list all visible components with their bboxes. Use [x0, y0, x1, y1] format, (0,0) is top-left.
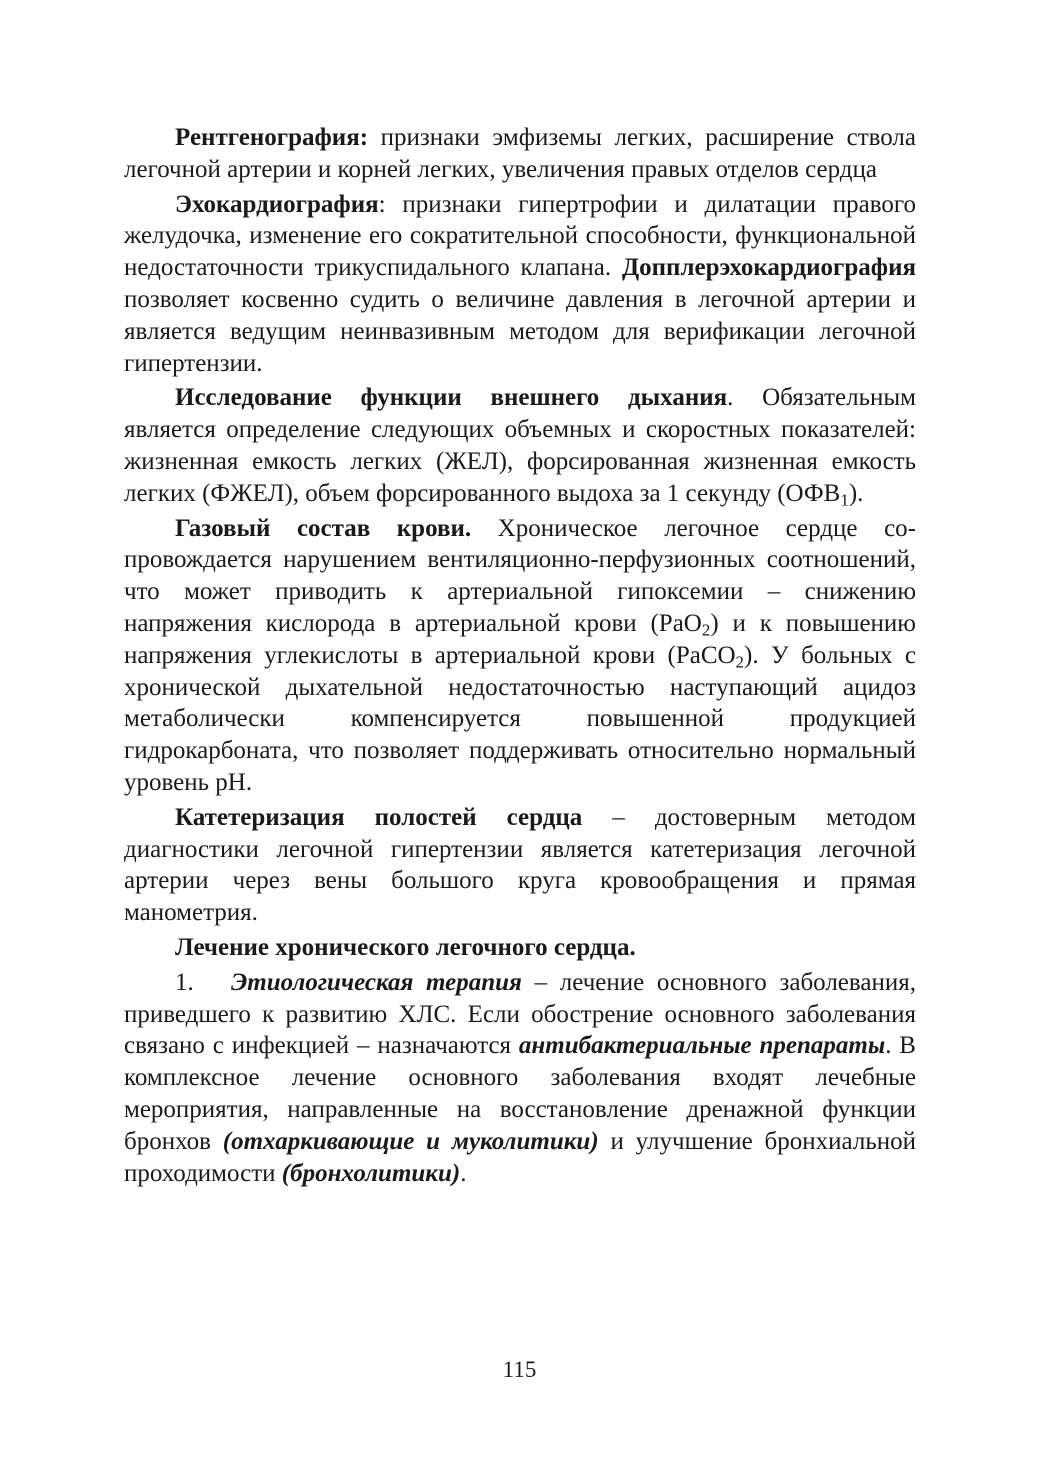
paragraph-etiology: [124, 967, 916, 1190]
subscript-pao2: 2: [701, 620, 711, 640]
text-etiology-3: и улучшение бронхиальной проходимости: [124, 1127, 916, 1187]
subscript-fev: 1: [840, 490, 849, 510]
paragraph-respiration: [124, 382, 916, 509]
paragraph-echo: [124, 189, 916, 380]
term-respiration: Исследование функции внешнего дыхания: [175, 384, 728, 412]
term-xray: Рентгенография:: [175, 124, 369, 151]
text-blood-gas-1: Хроническое легочное сердце сопровождается нарушением вентиляционно-перфузионных соотношений, что может приводить к артериальной гипоксемии – снижению напряжения кислорода в артериальной крови (PaO: [124, 514, 916, 637]
paragraph-catheter: [124, 802, 916, 929]
treatment-heading-text: Лечение хронического легочного сердца.: [175, 933, 636, 961]
text-blood-gas-3: ). У больных с хронической дыхательной недостаточностью наступающий ацидоз метаболически компенсируется повышенной продукцией гидрокарбоната, что позволяет поддерживать относительно нормальный уровень рН.: [124, 641, 916, 796]
treatment-heading: [124, 932, 916, 964]
text-doppler: позволяет косвенно судить о величине давления в легочной артерии и является ведущим неинвазивным методом для верификации легочной гипертензии.: [124, 285, 916, 377]
emphasis-expectorants: (отхаркивающие и муколитики): [222, 1127, 599, 1155]
text-catheter: – достоверным методом диагностики легочной гипертензии является катетеризация легочной артерии через вены большого круга кровообращения и прямая манометрия.: [124, 803, 916, 927]
text-respiration-end: ).: [848, 479, 864, 507]
term-echo: Эхокардиография: [175, 190, 379, 218]
text-etiology-4: .: [460, 1159, 467, 1187]
paragraph-blood-gas: [124, 513, 916, 799]
list-number: 1.: [175, 968, 194, 996]
term-blood-gas: Газовый состав крови.: [175, 514, 472, 542]
paragraph-xray: [124, 122, 916, 186]
emphasis-antibacterial: антибактериальные препараты: [518, 1032, 886, 1060]
subscript-paco2: 2: [735, 652, 745, 671]
page-number: 115: [502, 1357, 537, 1382]
term-doppler: Допплерэхокардиография: [621, 254, 916, 282]
term-etiology: Этиологическая терапия: [231, 968, 522, 996]
text-blood-gas-2: ) и к повышению напряжения углекислоты в артериальной крови (PaCO: [124, 609, 916, 669]
text-echo: : признаки гипертрофии и дилатации правого желудочка, изменение его сократительной способности, функциональной недостаточности трикуспидального клапана.: [124, 190, 916, 282]
term-catheter: Катетеризация полостей сердца: [175, 803, 583, 831]
text-etiology-2: . В комплексное лечение основного заболевания входят лечебные мероприятия, направленные на восстановление дренажной функции бронхов: [124, 1032, 916, 1155]
text-etiology-1: – лечение основного заболевания, приведшего к развитию ХЛС. Если обострение основного заболевания связано с инфекцией – назначаются: [124, 968, 916, 1060]
text-respiration: . Обязательным является определение следующих объемных и скоростных показателей: жизненная емкость легких (ЖЕЛ), форсированная жизненная емкость легких (ФЖЕЛ), объем форсированного выдоха за 1 секунду (ОФВ: [124, 384, 916, 507]
body-text: [124, 122, 916, 1189]
text-xray: признаки эмфиземы легких, расширение ствола легочной артерии и корней легких, увеличения правых отделов сердца: [124, 124, 916, 183]
emphasis-bronchodilators: (бронхолитики): [281, 1159, 461, 1187]
